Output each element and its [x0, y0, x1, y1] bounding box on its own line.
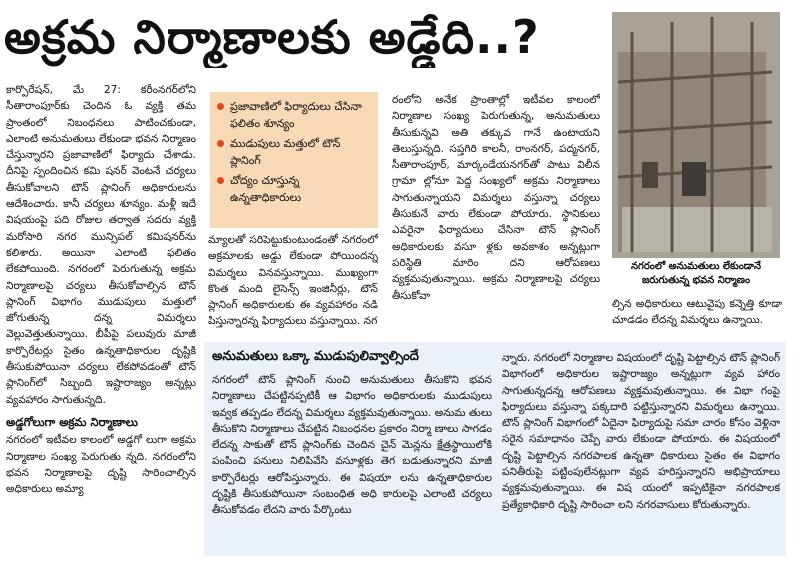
photo-caption: నగరంలో అనుమతులు లేకుండానే జరుగుతున్న భవన నిర్మాణం — [612, 260, 780, 290]
article-column-2 — [208, 232, 378, 332]
article-paragraph: న్నారు. నగరంలో నిర్మాణాల విషయంలో దృష్టి పెట్టాల్సిన టౌన్‌ ప్లానింగ్‌ విభాగంలో అధికారుల ఇష్టారాజ్యం అన్నట్లుగా వ్యవ హారం సాగుతున్నదన్న ఆరోపణలు వ్యక్తమవుతున్నాయి. ఈ విభా గంపై ఫిర్యాదులు వస్తున్నా పక్కదారి పట్టిస్తున్నారని విమర్శలు ఉన్నాయి. టౌన్‌ ప్లానింగ్‌ విభాగంలో ఏదైనా ఫిర్యాదుపై సమా చారం కోసం వెళ్లినా సరైన సమాధానం చెప్పే వారు లేకుండా పోయారు. ఈ విషయంలో దృష్టి పెట్టాల్సిన నగరపాలక ఉన్నతా ధికారులు సైతం ఈ విభాగం పనితీరుపై పట్టింపులేనట్లుగా వ్యవ హరిస్తున్నారని అభిప్రాయాలు వ్యక్తమవుతున్నాయి. ఈ విష యంలో ఇప్పటికైనా నగరపాలక ప్రత్యేకాధికారి దృష్టి సారించా లని నగరవాసులు కోరుతున్నారు. — [502, 352, 780, 511]
article-column-4 — [612, 296, 782, 332]
highlight-item: ప్రజావాణిలో ఫిర్యాదులు చేసినా ఫలితం శూన్యం — [216, 98, 372, 132]
subheading: అడ్డగోలుగా అక్రమ నిర్మాణాలు — [6, 414, 138, 429]
article-paragraph: ల్సిన అధికారులు ఆటువైపు కన్నెత్తి కూడా చూడడం లేదన్న విమర్శలు ఉన్నాయి. — [612, 298, 782, 327]
building-photo — [612, 12, 780, 258]
sub-story-heading: అనుమతులు ఒక్కా ముడుపులివ్వాల్సిందే — [212, 349, 419, 364]
sub-story-right — [502, 350, 780, 550]
article-paragraph: కార్పొరేషన్‌, మే 27: కరీంనగర్‌లోని సీతారాంపూర్‌కు చెందిన ఓ వ్యక్తి తమ ప్రాంతంలో నిబంధనలు పాటించకుండా, ఎలాంటి అనుమతులు లేకుండా భవన నిర్మాణం చేస్తున్నారని ప్రజావాణిలో ఫిర్యాదు చేశాడు. దీనిపై స్పందించిన కమి షనర్‌ వెంటనే చర్యలు తీసుకోవాలని టౌన్‌ ప్లానింగ్‌ అధికారులను ఆదేశించారు. కానీ చర్యలు శూన్యం. మళ్లీ ఇదే విషయంపై పది రోజుల తర్వాత సదరు వ్యక్తి మరోసారి నగర మున్సిపల్‌ కమిషనర్‌ను కలిశారు. అయినా ఎలాంటి ఫలితం లేకపోయింది. నగరంలో పెరుగుతున్న అక్రమ నిర్మాణాలపై చర్యలు తీసుకోవాల్సిన టౌన్‌ ప్లానింగ్‌ విభాగం ముడుపులు మత్తులో జోగుతున్న దన్న విమర్శలు వెల్లువెత్తుతున్నాయి. బీపీపై పలువురు మాజీ కార్పొరేటర్లు సైతం ఉన్నతాధికారుల దృష్టికి తీసుకుపోయినా చర్యలు లేకపోవడంతో టౌన్‌ ప్లానింగ్‌లో సిబ్బంది ఇష్టారాజ్యం అన్నట్లు వ్యవహారం సాగుతున్నది. — [6, 84, 196, 406]
article-column-1 — [6, 82, 196, 560]
article-paragraph: నగరంలో ఇటీవల కాలంలో అడ్డగో లుగా అక్రమ నిర్మాణాల సంఖ్య పెరుగుతు న్నది. నగరంలోని భవన నిర్మాణాలపై దృష్టి సారించాల్సిన అధికారులు అమ్యా — [6, 434, 196, 496]
sub-story-left — [212, 372, 492, 550]
highlights-box — [210, 92, 378, 228]
highlight-item: ముడుపులు మత్తులో టౌన్‌ ప్లానింగ్‌ — [216, 135, 372, 169]
headline: అక్రమ నిర్మాణాలకు అడ్డేది..? — [4, 10, 540, 64]
article-column-3 — [392, 92, 600, 334]
article-paragraph: నగరంలో టౌన్‌ ప్లానింగ్‌ నుంచి అనుమతులు తీసుకొని భవన నిర్మాణాలు చేపట్టినప్పటికీ ఆ విభాగం అధికారులకు ముడుపులు ఇవ్వక తప్పడం లేదన్న విమర్శలు వ్యక్తమవుతున్నాయి. అనుమ తులు తీసుకొని నిర్మాణాలు చేపట్టిన నిబంధనల ప్రకారం నిర్మా ణాలు సాగడం లేదన్న సాకుతో టౌన్‌ ప్లానింగ్‌కు చెందిన చైన్‌ మెన్లను క్షేత్రస్థాయిలోకి పంపించి పనులు నిలిపివేసి వసూళ్లకు తెగ బడుతున్నారని మాజీ కార్పొరేటర్లు ఆరోపిస్తున్నారు. ఈ విషయా లను ఉన్నతాధికారుల దృష్టికి తీసుకుపోయినా సంబంధిత అధి కారులపై ఎలాంటి చర్యలు తీసుకోవడం లేదని వారు పేర్కొంటు — [212, 374, 492, 517]
article-paragraph: మ్యాలతో సరిపెట్టుకుంటుండంతో నగరంలో అక్రమాలకు అడ్డు లేకుండా పోయిందన్న విమర్శలు వినవస్తున్నాయి. ముఖ్యంగా కొంత మంది లైసెన్స్‌ ఇంజినీర్లు, టౌన్‌ ప్లానింగ్‌ అధికారులకు ఈ వ్యవహారం నడి పిస్తున్నారన్న ఫిర్యాదులు వస్తున్నాయి. నగ — [208, 234, 378, 328]
highlight-item: చోద్యం చూస్తున్న ఉన్నతాధికారులు — [216, 172, 372, 206]
article-paragraph: రంలోని అనేక ప్రాంతాల్లో ఇటీవల కాలంలో నిర్మాణాల సంఖ్య పెరుగుతున్న, అనుమతులు తీసుకున్నవి అతి తక్కువ గానే ఉంటాయని తెలుస్తున్నది. సప్తగిరి కాలనీ, రాంనగర్‌, పద్మనగర్‌, సీతారాంపూర్‌, మార్కండేయనగర్‌తో పాటు విలీన గ్రామా ల్లోనూ పెద్ద సంఖ్యలో అక్రమ నిర్మాణాలు సాగుతున్నాయని విమర్శలు వస్తున్నా చర్యలు తీసుకునే వారు లేకుండా పోయారు. స్థానికులు ఎవరైనా ఫిర్యాదులు చేసినా టౌన్‌ ప్లానింగ్‌ అధికారులకు వసూ ళ్లకు అవకాశం అన్నట్లుగా పరిస్థితి మారిం దని ఆరోపణలు వ్యక్తమవుతున్నాయి. అక్రమ నిర్మాణాలపై చర్యలు తీసుకోవా — [392, 94, 600, 302]
sub-story-box — [204, 342, 786, 556]
